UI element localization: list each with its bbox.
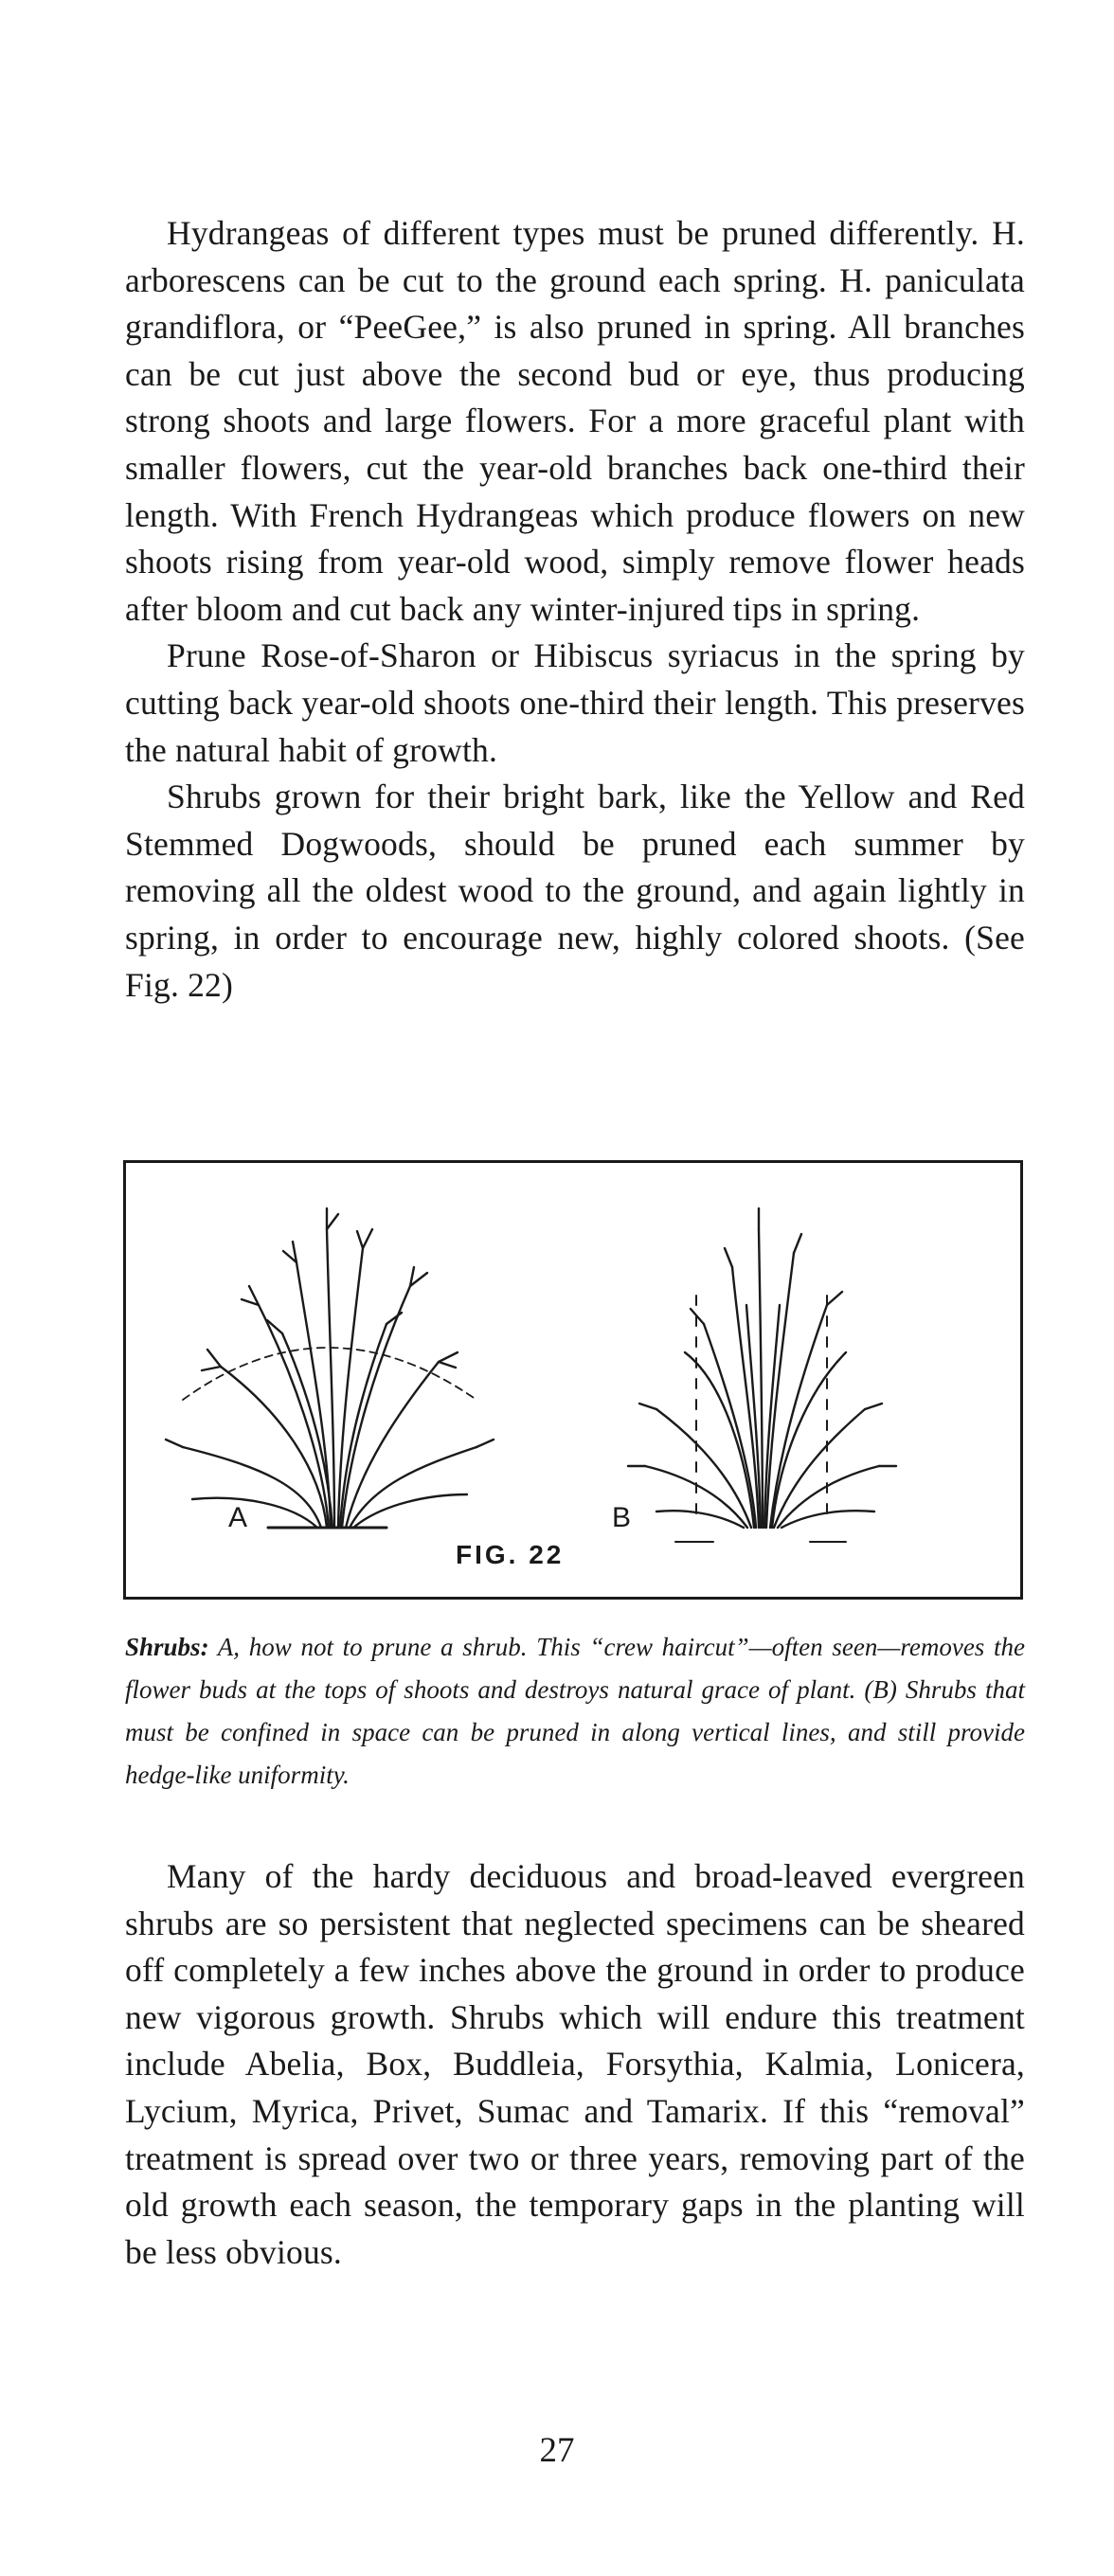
- caption-lead: Shrubs:: [125, 1633, 209, 1661]
- closing-text: [125, 1853, 1025, 2276]
- caption-text: A, how not to prune a shrub. This “crew haircut”—often seen—removes the flower buds at the tops of shoots and destroys natural grace of plant. (B) Shrubs that must be confined in space can be pruned in along vertical lines, and still provide hedge-like uniformity.: [125, 1633, 1025, 1789]
- shrub-b-drawing: [628, 1208, 896, 1542]
- figure-title: FIG. 22: [456, 1540, 565, 1569]
- shrub-illustration: [126, 1163, 1020, 1597]
- paragraph-hydrangeas: Hydrangeas of different types must be pruned differently. H. arborescens can be cut to the ground each spring. H. paniculata grandiflora, or “PeeGee,” is also pruned in spring. All branches can be cut just above the second bud or eye, thus producing strong shoots and large flowers. For a more graceful plant with smaller flowers, cut the year-old branches back one-third their length. With French Hydrangeas which produce flowers on new shoots rising from year-old wood, simply remove flower heads after bloom and cut back any winter-injured tips in spring.: [125, 214, 1025, 628]
- figure-caption: [125, 1626, 1025, 1797]
- figure-22: [123, 1160, 1023, 1600]
- intro-text: [125, 210, 1025, 1009]
- figure-label-b: B: [612, 1502, 632, 1533]
- figure-label-a: A: [228, 1502, 248, 1533]
- paragraph-rose-of-sharon: Prune Rose-of-Sharon or Hibiscus syriacus in the spring by cutting back year-old shoots one-third their length. This preserves the natural habit of growth.: [125, 636, 1025, 769]
- paragraph-dogwoods: Shrubs grown for their bright bark, like the Yellow and Red Stemmed Dogwoods, should be pruned each summer by removing all the oldest wood to the ground, and again lightly in spring, in order to encourage new, highly colored shoots. (See Fig. 22): [125, 778, 1025, 1004]
- shrub-a-drawing: [166, 1208, 494, 1528]
- page-number: 27: [539, 2431, 575, 2470]
- paragraph-hardy-shrubs: Many of the hardy deciduous and broad-leaved evergreen shrubs are so persistent that neglected specimens can be sheared off completely a few inches above the ground in order to produce new vigorous growth. Shrubs which will endure this treatment include Abelia, Box, Buddleia, Forsythia, Kalmia, Lonicera, Lycium, Myrica, Privet, Sumac and Tamarix. If this “removal” treatment is spread over two or three years, removing part of the old growth each season, the temporary gaps in the planting will be less obvious.: [125, 1857, 1025, 2271]
